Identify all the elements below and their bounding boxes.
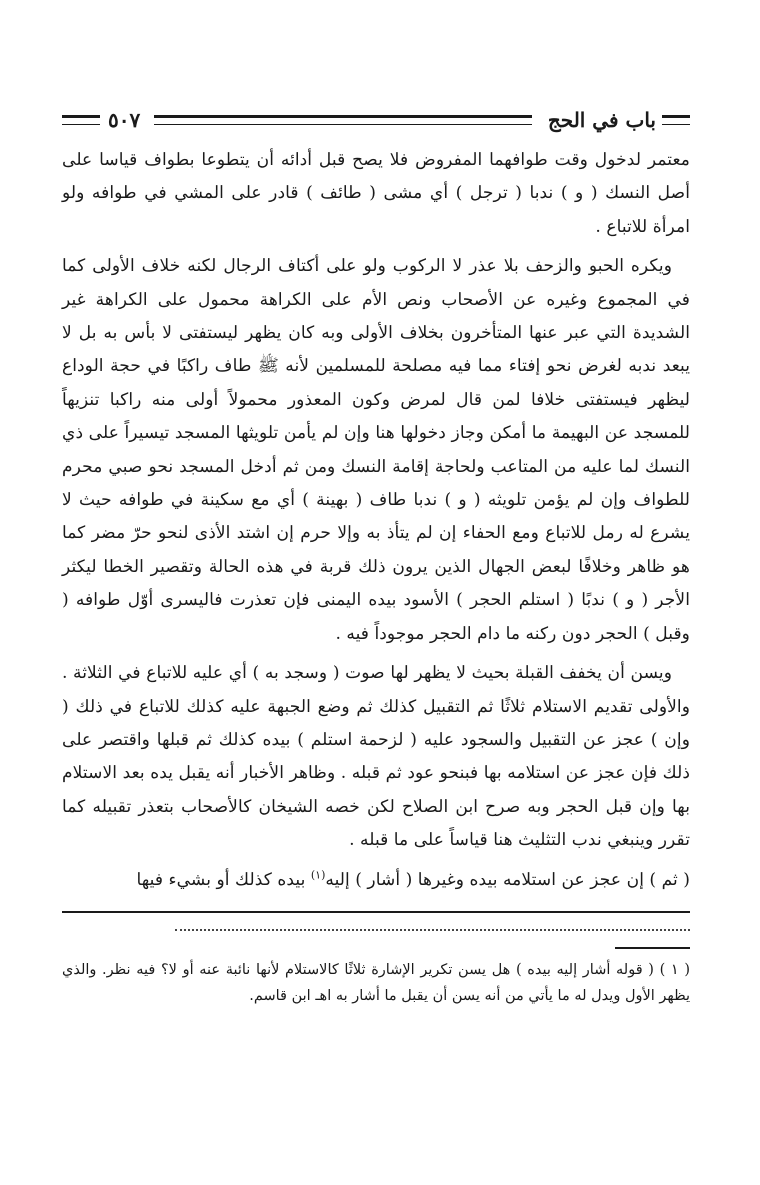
text-separator	[62, 911, 690, 913]
header-rule-left	[62, 115, 100, 125]
paragraph-1: معتمر لدخول وقت طوافهما المفروض فلا يصح قبل أدائه أن يتطوعا بطواف قياسا على أصل النسك ( و ) ندبا ( ترجل ) أي مشى ( طائف ) قادر على المشي في طوافه ولو امرأة للاتباع .	[62, 150, 690, 237]
footnote-marker: (١)	[310, 867, 326, 881]
running-header	[62, 100, 690, 140]
dotted-separator	[175, 929, 690, 931]
paragraph-2: ويكره الحبو والزحف بلا عذر لا الركوب ولو على أكتاف الرجال لكنه خلاف الأولى كما في المجموع وغيره عن الأصحاب ونص الأم على الكراهة محمول على الكراهة غير الشديدة التي عبر عنها المتأخرون بخلاف الأولى وبه كان يظهر ليستفتى لا بأس به بل لا يبعد ندبه لغرض نحو إفتاء مما فيه مصلحة للمسلمين لأنه ﷺ طاف راكبًا في حجة الوداع ليظهر فيستفتى خلافا لمن قال لمرض وكون المعذور محمولاً أولى منه راكبا تنزيهاً للمسجد عن البهيمة ما أمكن وجاز دخولها هنا وإن لم يأمن تلويثها المسجد تيسيراً على ذي النسك لما عليه من المتاعب ولحاجة إقامة النسك ومن ثم أدخل المسجد نحو صبي محرم للطواف وإن لم يؤمن تلويثه ( و ) ندبا طاف ( بهينة ) أي مع سكينة في طوافه حيث لا يشرع له رمل للاتباع ومع الحفاء إن لم يتأذ به وإلا حرم إن اشتد الأذى لنحو حرّ مضر كما هو ظاهر وخلافًا لبعض الجهال الذين يرون ذلك قربة في هذه الحالة وتقصير الخطا ليكثر الأجر ( و ) ندبًا ( استلم الحجر ) الأسود بيده اليمنى فإن تعذرت فاليسرى أوّل طوافه ( وقبل ) الحجر دون ركنه ما دام الحجر موجوداً فيه .	[62, 256, 690, 644]
header-rule	[154, 115, 532, 125]
paragraph-3: ويسن أن يخفف القبلة بحيث لا يظهر لها صوت ( وسجد به ) أي عليه للاتباع في الثلاثة . والأولى تقديم الاستلام ثلاثًا ثم التقبيل كذلك ثم وضع الجبهة عليه كذلك للاتباع في ذلك ( وإن ) عجز عن التقبيل والسجود عليه ( لزحمة استلم ) بيده كذلك ثم قبلها واقتصر على ذلك فإن عجز عن استلامه بها فبنحو عود ثم قبله . وظاهر الأخبار أنه يقبل يده بعد الاستلام بها وإن قبل الحجر وبه صرح ابن الصلاح لكن خصه الشيخان كالأصحاب بتعذر تقبيله كما تقرر وينبغي ندب التثليث هنا قياساً على ما قبله .	[62, 663, 690, 851]
page	[62, 100, 690, 1009]
paragraph-4	[62, 864, 690, 897]
footnote-text: ( ١ ) ( قوله أشار إليه بيده ) هل يسن تكرير الإشارة ثلاثًا كالاستلام لأنها نائبة عنه أو لا؟ فيه نظر. والذي يظهر الأول ويدل له ما يأتي من أنه يسن أن يقبل ما أشار به اهـ ابن قاسم.	[62, 961, 690, 1004]
main-text	[62, 144, 690, 897]
paragraph-4-start: ( ثم ) إن عجز عن استلامه بيده وغيرها ( أشار ) إليه	[325, 869, 690, 890]
page-number: ٥٠٧	[108, 108, 141, 132]
chapter-title: باب في الحج	[547, 108, 656, 132]
header-rule-right	[662, 115, 690, 125]
footnote-separator	[615, 947, 690, 949]
paragraph-4-end: بيده كذلك أو بشيء فيها	[136, 869, 311, 890]
footnote	[62, 957, 690, 1009]
